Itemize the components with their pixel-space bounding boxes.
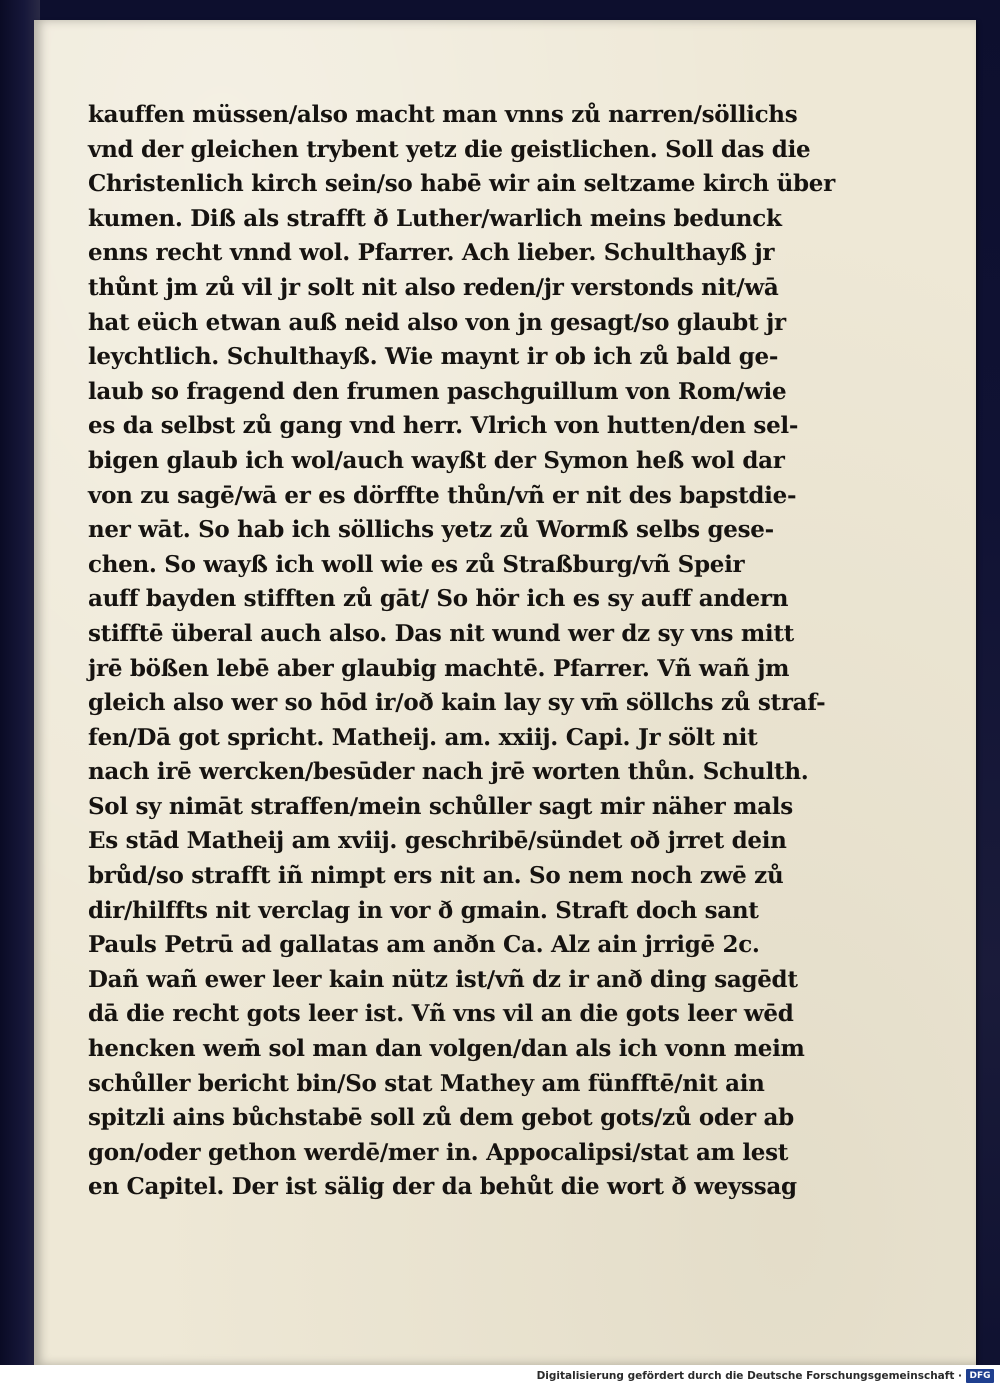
text-line: schůller bericht bin/So stat Mathey am fünfftē/nit ain bbox=[88, 1069, 765, 1097]
text-line: laub so fragend den frumen paschguillum von Rom/wie bbox=[88, 377, 787, 405]
text-line: enns recht vnnd wol. Pfarrer. Ach lieber. Schulthayß jr bbox=[88, 239, 775, 267]
text-line: bigen glaub ich wol/auch wayßt der Symon heß wol dar bbox=[88, 446, 785, 474]
text-line: ner wāt. So hab ich söllichs yetz zů Wormß selbs gese- bbox=[88, 516, 774, 544]
text-line: auff bayden stifften zů gāt/ So hör ich es sy auff andern bbox=[88, 585, 789, 613]
text-line: gleich also wer so hōd ir/oð kain lay sy vm̄ söllchs zů straf- bbox=[88, 689, 826, 717]
text-line: jrē bößen lebē aber glaubig machtē. Pfarrer. Vñ wañ jm bbox=[88, 654, 790, 682]
text-line: von zu sagē/wā er es dörffte thůn/vñ er nit des bapstdie- bbox=[88, 481, 797, 509]
text-line: hencken wem̄ sol man dan volgen/dan als ich vonn meim bbox=[88, 1035, 805, 1063]
text-line: thůnt jm zů vil jr solt nit also reden/jr verstonds nit/wā bbox=[88, 273, 779, 301]
text-line: stifftē überal auch also. Das nit wund wer dz sy vns mitt bbox=[88, 619, 794, 647]
text-line: kauffen müssen/also macht man vnns zů narren/söllichs bbox=[88, 101, 798, 128]
text-line: dir/hilffts nit verclag in vor ð gmain. Straft doch sant bbox=[88, 896, 759, 924]
text-line: leychtlich. Schulthayß. Wie maynt ir ob ich zů bald ge- bbox=[88, 343, 779, 371]
digitization-footer bbox=[0, 1365, 1000, 1389]
text-line: vnd der gleichen trybent yetz die geistlichen. Soll das die bbox=[88, 135, 811, 163]
text-line: Sol sy nimāt straffen/mein schůller sagt mir näher mals bbox=[88, 792, 793, 820]
funding-credit: Digitalisierung gefördert durch die Deutsche Forschungsgemeinschaft · bbox=[536, 1370, 962, 1382]
text-line: dā die recht gots leer ist. Vñ vns vil an die gots leer wēd bbox=[88, 1000, 794, 1028]
text-line: brůd/so strafft iñ nimpt ers nit an. So nem noch zwē zů bbox=[88, 862, 784, 890]
text-line: spitzli ains bůchstabē soll zů dem gebot gots/zů oder ab bbox=[88, 1104, 794, 1132]
text-line: es da selbst zů gang vnd herr. Vlrich von hutten/den sel- bbox=[88, 412, 799, 440]
text-line: gon/oder gethon werdē/mer in. Appocalipsi/stat am lest bbox=[88, 1138, 789, 1166]
text-line: en Capitel. Der ist sälig der da behůt die wort ð weyssag bbox=[88, 1173, 797, 1201]
text-line: hat eüch etwan auß neid also von jn gesagt/so glaubt jr bbox=[88, 308, 786, 336]
text-line: Dañ wañ ewer leer kain nütz ist/vñ dz ir anð ding sagēdt bbox=[88, 965, 798, 993]
text-line: nach irē wercken/besūder nach jrē worten thůn. Schulth. bbox=[88, 758, 809, 786]
text-line: Christenlich kirch sein/so habē wir ain seltzame kirch über bbox=[88, 170, 835, 198]
text-line: chen. So wayß ich woll wie es zů Straßburg/vñ Speir bbox=[88, 550, 745, 578]
page-text bbox=[88, 98, 835, 1205]
text-line: fen/Dā got spricht. Matheij. am. xxiij. Capi. Jr sölt nit bbox=[88, 723, 758, 751]
dfg-logo-icon: DFG bbox=[966, 1369, 994, 1383]
text-line: Pauls Petrū ad gallatas am anðn Ca. Alz ain jrrigē 2c. bbox=[88, 931, 760, 959]
text-line: Es stād Matheij am xviij. geschribē/sündet oð jrret dein bbox=[88, 827, 787, 855]
text-line: kumen. Diß als strafft ð Luther/warlich meins bedunck bbox=[88, 204, 782, 232]
book-page bbox=[34, 20, 976, 1365]
